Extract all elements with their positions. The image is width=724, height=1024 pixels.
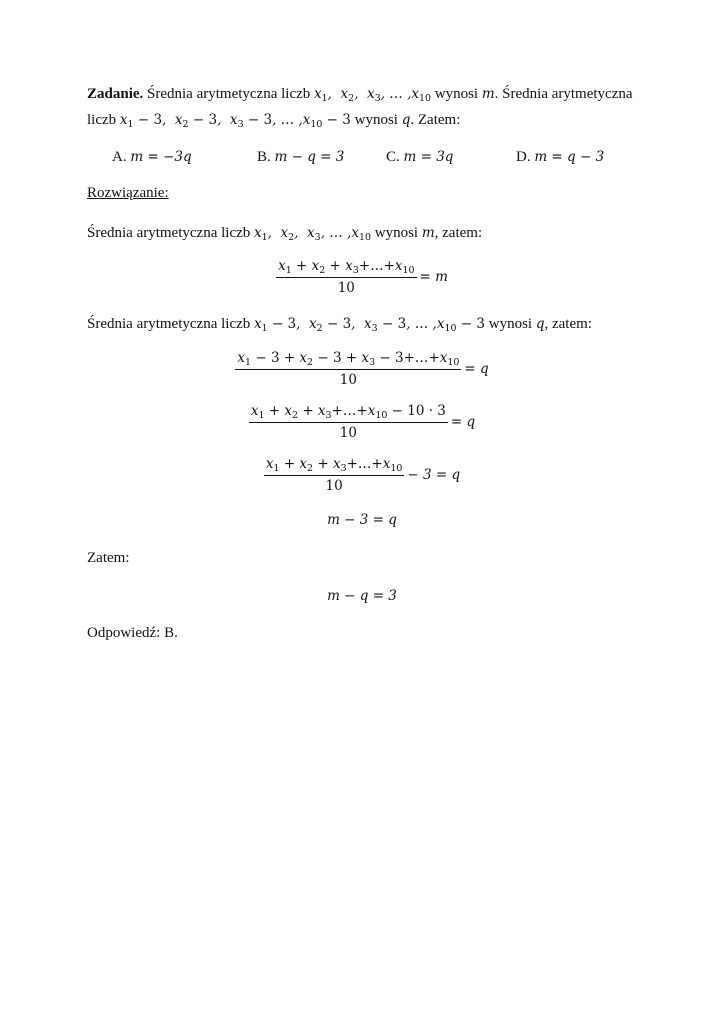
answer-line: Odpowiedź: B. bbox=[87, 625, 178, 641]
option-formula: m = −3q bbox=[130, 149, 192, 165]
solution-text: Średnia arytmetyczna liczb bbox=[87, 316, 251, 332]
numerator: $x_1 + x_2$ + $x_3+\dots+x_{10}$ bbox=[265, 456, 403, 474]
equation-6: m − q = 3 bbox=[327, 588, 397, 604]
variable-q: q bbox=[401, 112, 411, 128]
denominator: 10 bbox=[339, 425, 357, 441]
equation-rhs: = q bbox=[464, 361, 489, 377]
option-letter: B. bbox=[257, 149, 271, 165]
solution-text: wynosi bbox=[488, 316, 533, 332]
numerator: $x_1 + x_2$ + $x_3+\dots+x_{10} - 10 \cdot 3$ bbox=[250, 403, 446, 421]
option-a bbox=[112, 149, 192, 166]
sequence-x-minus-3: $x_1 - 3$, $x_2 - 3$, $x_3 - 3$, … $,x_{10} - 3$ bbox=[119, 112, 351, 130]
variable-m: m bbox=[481, 86, 495, 102]
variable-q: q bbox=[535, 316, 545, 332]
option-c bbox=[386, 149, 453, 166]
solution-text: , zatem: bbox=[434, 225, 483, 241]
solution-text: wynosi bbox=[374, 225, 419, 241]
solution-line-2 bbox=[87, 316, 592, 333]
numerator: $x_1 + x_2$ + $x_3+\dots+x_{10}$ bbox=[278, 258, 415, 276]
task-line-2 bbox=[87, 112, 460, 129]
equation-3 bbox=[0, 403, 724, 441]
fraction bbox=[249, 403, 448, 441]
equation-2 bbox=[0, 350, 724, 388]
sequence-x: $x_1$, $x_2$, $x_3$, … $,x_{10}$ bbox=[254, 225, 371, 243]
therefore-label: Zatem: bbox=[87, 550, 130, 566]
option-d bbox=[516, 149, 604, 166]
denominator: 10 bbox=[337, 280, 355, 296]
numerator: $x_1 - 3 + x_2 - 3 + x_3$ − $3+\dots+x_{10}$ bbox=[237, 350, 460, 368]
solution-text: Średnia arytmetyczna liczb bbox=[87, 225, 251, 241]
denominator: 10 bbox=[339, 372, 357, 388]
sequence-x-minus-3: $x_1 - 3$, $x_2 - 3$, $x_3 - 3$, … $,x_{10} - 3$ bbox=[254, 316, 485, 334]
task-line-1 bbox=[87, 86, 633, 103]
task-text: wynosi bbox=[354, 112, 398, 128]
equation-rhs: − 3 = q bbox=[407, 467, 461, 483]
fraction bbox=[264, 456, 404, 494]
solution-line-1 bbox=[87, 225, 482, 242]
task-label: Zadanie. bbox=[87, 86, 144, 102]
sequence-x: $x_1$, $x_2$, $x_3$, … $,x_{10}$ bbox=[314, 86, 431, 104]
equation-4 bbox=[0, 456, 724, 494]
denominator: 10 bbox=[325, 478, 343, 494]
task-text: . Zatem: bbox=[410, 112, 461, 128]
equation-1 bbox=[0, 258, 724, 296]
solution-heading: Rozwiązanie: bbox=[87, 185, 169, 201]
equation-rhs: = m bbox=[419, 269, 448, 285]
task-text: . Średnia arytmetyczna bbox=[494, 86, 633, 102]
option-formula: m = 3q bbox=[403, 149, 454, 165]
task-text: Średnia arytmetyczna liczb bbox=[147, 86, 311, 102]
option-letter: D. bbox=[516, 149, 531, 165]
option-letter: A. bbox=[112, 149, 127, 165]
option-formula: m = q − 3 bbox=[534, 149, 605, 165]
fraction bbox=[276, 258, 416, 296]
fraction bbox=[235, 350, 461, 388]
equation-5: m − 3 = q bbox=[327, 512, 397, 528]
task-text: wynosi bbox=[434, 86, 479, 102]
equation-rhs: = q bbox=[450, 414, 476, 430]
solution-text: , zatem: bbox=[544, 316, 592, 332]
option-b bbox=[257, 149, 344, 166]
variable-m: m bbox=[421, 225, 435, 241]
task-text: liczb bbox=[87, 112, 117, 128]
option-letter: C. bbox=[386, 149, 400, 165]
option-formula: m − q = 3 bbox=[274, 149, 345, 165]
